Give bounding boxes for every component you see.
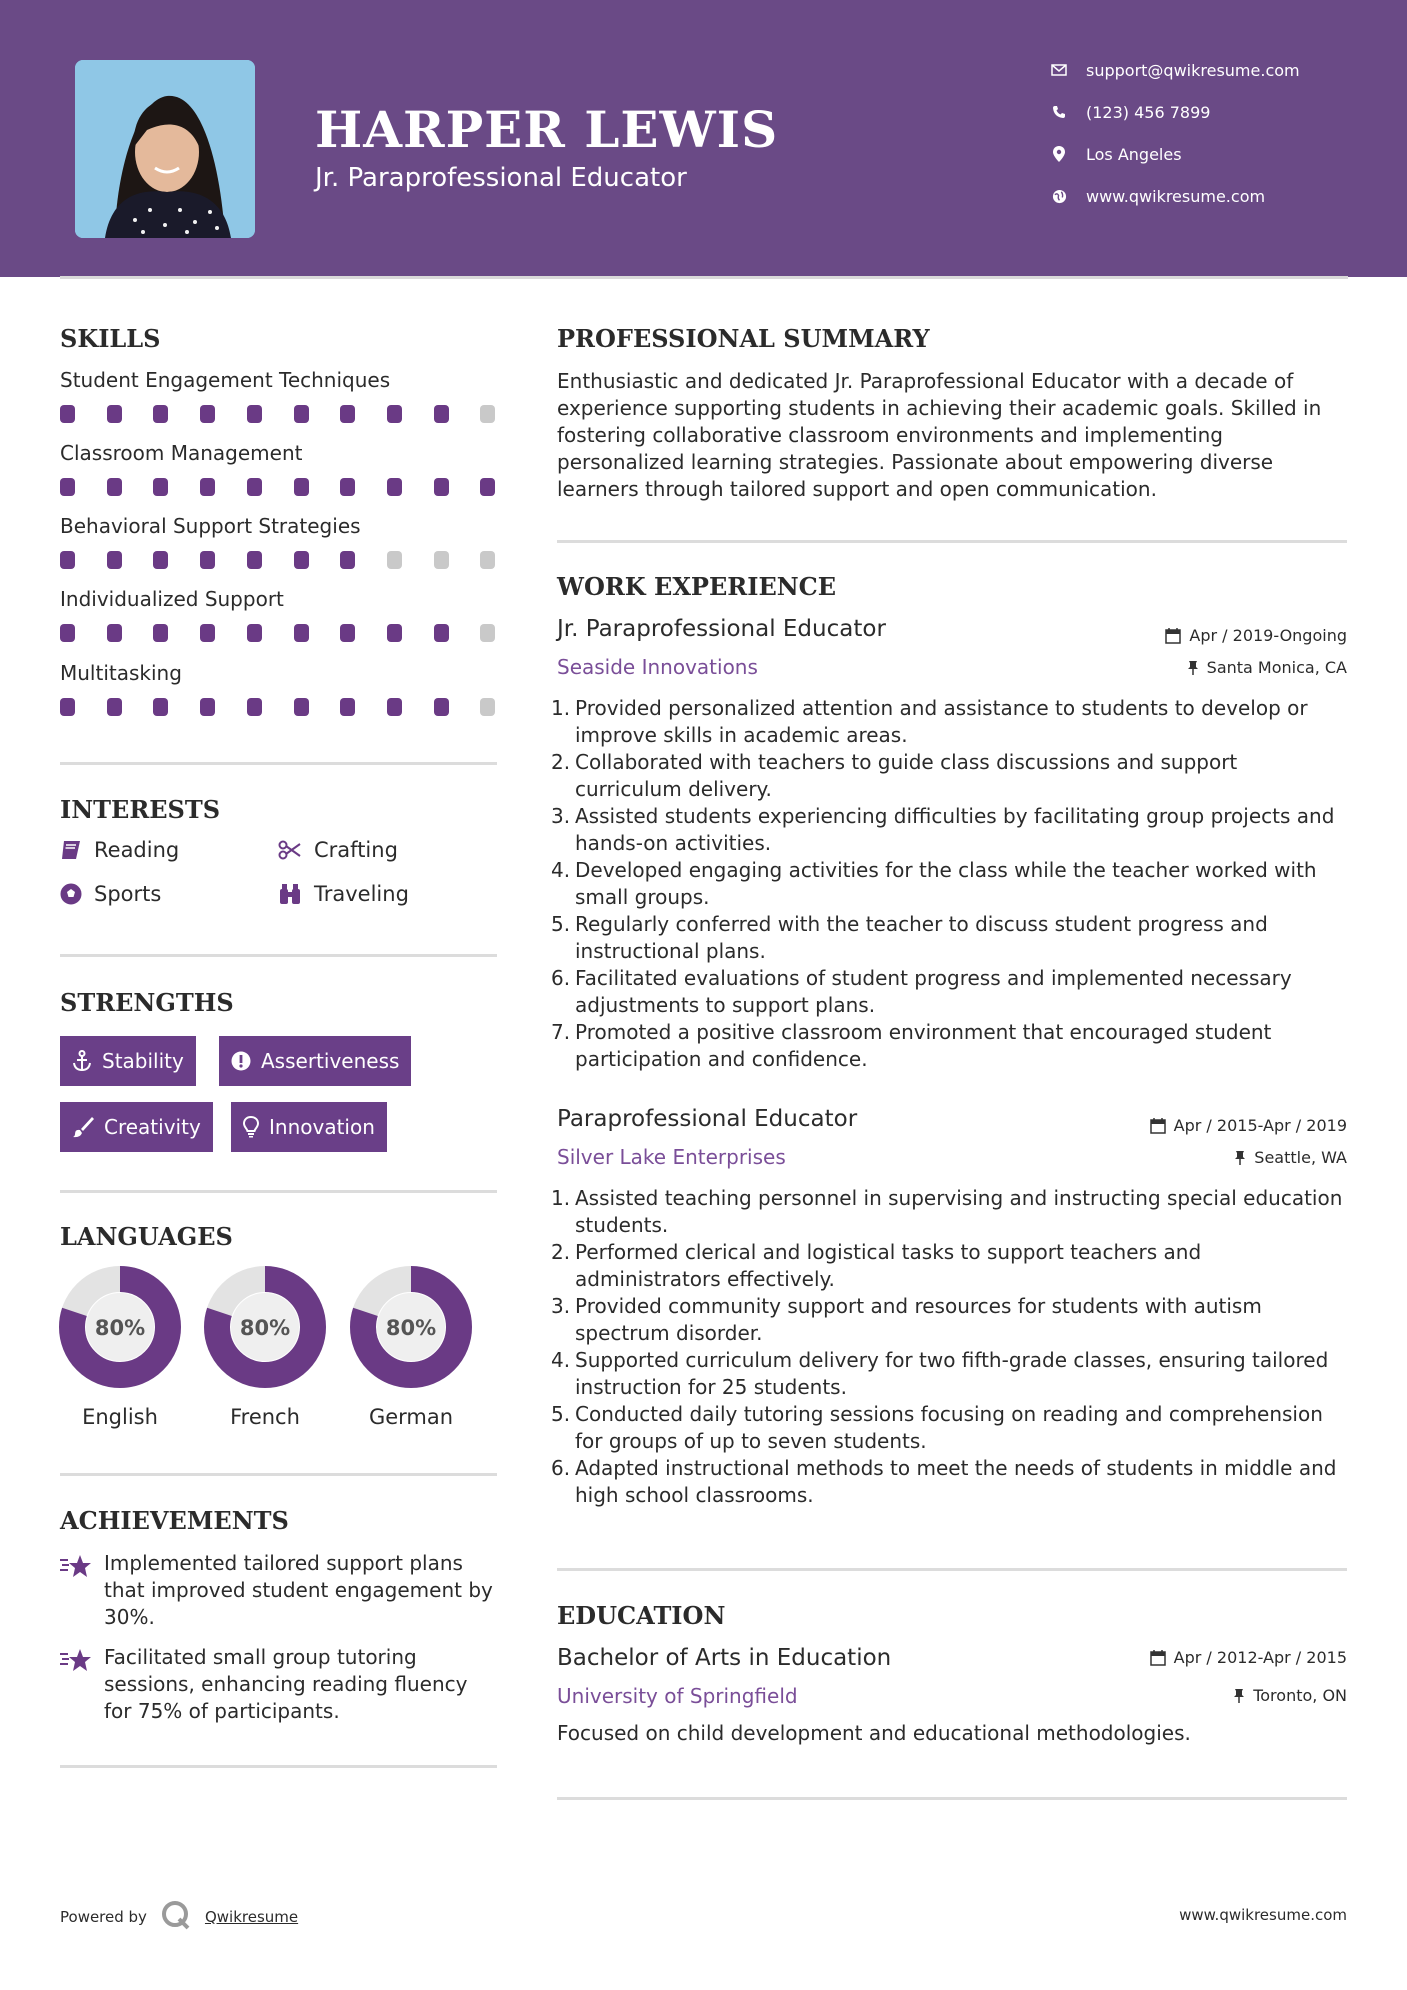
job-location: [1234, 1148, 1347, 1167]
binoculars-icon: [278, 883, 302, 905]
education-title: EDUCATION: [557, 1601, 726, 1630]
job-location-text: Seattle, WA: [1254, 1148, 1347, 1167]
list-item: 5. Regularly conferred with the teacher to discuss student progress and instructional plans.: [551, 912, 1268, 963]
powered-by-label: Powered by: [60, 1908, 147, 1926]
skill-dot-empty: [480, 405, 495, 423]
job-location-text: Santa Monica, CA: [1206, 658, 1347, 677]
skill-dot-filled: [60, 624, 75, 642]
list-item: 4. Supported curriculum delivery for two fifth-grade classes, ensuring tailored instruction for 25 students.: [551, 1348, 1329, 1399]
contact-website[interactable]: [1050, 182, 1370, 210]
section-divider: [60, 762, 497, 765]
skill-dot-empty: [434, 551, 449, 569]
skill-rating: [60, 698, 500, 716]
skill-dot-filled: [107, 698, 122, 716]
skill-dot-filled: [200, 478, 215, 496]
interest-label: Traveling: [314, 882, 409, 906]
job-dates: [1165, 626, 1347, 645]
skill-dot-filled: [107, 624, 122, 642]
achievement-text: Implemented tailored support plans that improved student engagement by 30%.: [104, 1551, 493, 1629]
qwikresume-link[interactable]: Qwikresume: [204, 1908, 299, 1926]
interest-label: Sports: [94, 882, 162, 906]
skill-dot-filled: [200, 405, 215, 423]
candidate-name: HARPER LEWIS: [315, 100, 779, 159]
strength-badge: [231, 1102, 387, 1152]
achievements-title: ACHIEVEMENTS: [60, 1506, 289, 1535]
calendar-icon: [1150, 1650, 1166, 1666]
language-ring: [203, 1265, 327, 1389]
anchor-icon: [72, 1050, 92, 1072]
skill-dot-filled: [200, 551, 215, 569]
skill-dot-filled: [294, 478, 309, 496]
section-divider: [557, 540, 1347, 543]
skill-dot-filled: [294, 698, 309, 716]
language-name: French: [230, 1405, 300, 1429]
school-name: University of Springfield: [557, 1684, 798, 1708]
contact-email[interactable]: [1050, 56, 1370, 84]
skill-dot-filled: [294, 551, 309, 569]
language-item: [349, 1265, 473, 1429]
skill-dot-filled: [153, 698, 168, 716]
languages-title: LANGUAGES: [60, 1222, 233, 1251]
strengths-title: STRENGTHS: [60, 988, 234, 1017]
company-name: Seaside Innovations: [557, 655, 758, 679]
calendar-icon: [1165, 628, 1181, 644]
interest-label: Reading: [94, 838, 180, 862]
contact-location: [1050, 140, 1370, 168]
skill-dot-filled: [107, 478, 122, 496]
lightbulb-icon: [243, 1116, 259, 1138]
company-name: Silver Lake Enterprises: [557, 1145, 786, 1169]
skill-dot-filled: [60, 405, 75, 423]
skill-dot-empty: [480, 624, 495, 642]
list-item: 2. Collaborated with teachers to guide class discussions and support curriculum delivery.: [551, 750, 1238, 801]
language-ring: [349, 1265, 473, 1389]
exclamation-circle-icon: [231, 1051, 251, 1071]
education-location: [1233, 1686, 1347, 1705]
interest-item: [60, 838, 179, 862]
job-location: [1187, 658, 1347, 677]
skill-dot-filled: [387, 405, 402, 423]
achievement-item: [60, 1550, 500, 1631]
scissors-icon: [278, 840, 302, 860]
location-pin-icon: [1050, 145, 1068, 163]
star-award-icon: [60, 1648, 92, 1674]
skill-dot-filled: [107, 551, 122, 569]
resume-header: [0, 0, 1407, 277]
profile-photo: [75, 60, 255, 238]
list-item: 2. Performed clerical and logistical tasks to support teachers and administrators effectively.: [551, 1240, 1202, 1291]
interest-item: [278, 882, 409, 906]
skill-dot-filled: [200, 698, 215, 716]
skill-dot-filled: [434, 698, 449, 716]
skills-title: SKILLS: [60, 324, 161, 353]
skill-dot-filled: [340, 698, 355, 716]
language-percent: 80%: [94, 1316, 146, 1340]
language-ring: [58, 1265, 182, 1389]
section-divider: [557, 1568, 1347, 1571]
skill-dot-filled: [340, 405, 355, 423]
job-dates: [1150, 1116, 1347, 1135]
strength-label: Innovation: [269, 1115, 375, 1139]
skill-dot-filled: [294, 405, 309, 423]
skill-rating: [60, 405, 500, 423]
list-item: 5. Conducted daily tutoring sessions focusing on reading and comprehension for groups of up to seven students.: [551, 1402, 1323, 1453]
contact-email-text: support@qwikresume.com: [1086, 60, 1300, 80]
skill-dot-filled: [60, 478, 75, 496]
globe-icon: [1050, 187, 1068, 205]
skill-dot-filled: [340, 551, 355, 569]
skill-rating: [60, 624, 500, 642]
strength-label: Assertiveness: [261, 1049, 400, 1073]
skill-dot-filled: [153, 405, 168, 423]
pushpin-icon: [1234, 1150, 1246, 1166]
skill-name: Classroom Management: [60, 441, 303, 465]
education-location-text: Toronto, ON: [1253, 1686, 1347, 1705]
language-item: [58, 1265, 182, 1429]
achievement-item: [60, 1644, 500, 1725]
skill-dot-filled: [434, 624, 449, 642]
list-item: 3. Provided community support and resources for students with autism spectrum disorder.: [551, 1294, 1262, 1345]
footer-website[interactable]: www.qwikresume.com: [1179, 1906, 1347, 1924]
language-item: [203, 1265, 327, 1429]
list-item: 6. Facilitated evaluations of student progress and implemented necessary adjustments to support plans.: [551, 966, 1292, 1017]
strength-label: Stability: [102, 1049, 184, 1073]
strength-badge: [60, 1036, 196, 1086]
language-name: German: [368, 1405, 454, 1429]
phone-icon: [1050, 103, 1068, 121]
contact-phone[interactable]: [1050, 98, 1370, 126]
work-title: WORK EXPERIENCE: [557, 572, 837, 601]
skill-dot-filled: [153, 624, 168, 642]
job-dates-text: Apr / 2015-Apr / 2019: [1173, 1116, 1347, 1135]
education-description: Focused on child development and educational methodologies.: [557, 1721, 1191, 1745]
paintbrush-icon: [72, 1116, 94, 1138]
language-name: English: [82, 1405, 158, 1429]
list-item: 4. Developed engaging activities for the class while the teacher worked with small groups.: [551, 858, 1317, 909]
skill-name: Student Engagement Techniques: [60, 368, 391, 392]
strength-badge: [60, 1102, 213, 1152]
strength-label: Creativity: [104, 1115, 201, 1139]
skill-dot-filled: [340, 624, 355, 642]
soccer-ball-icon: [60, 883, 82, 905]
summary-text: Enthusiastic and dedicated Jr. Paraprofessional Educator with a decade of experience supporting students in achieving their academic goals. Skilled in fostering collaborative classroom environments and implementing personalized learning strategies. Passionate about empowering diverse learners through tailored support and open communication.: [557, 369, 1322, 501]
summary-title: PROFESSIONAL SUMMARY: [557, 324, 930, 353]
job-responsibilities: [551, 695, 1347, 1073]
skill-dot-filled: [247, 551, 262, 569]
education-dates: [1150, 1648, 1347, 1667]
job-title: Paraprofessional Educator: [557, 1106, 858, 1132]
footer-powered-by: [60, 1900, 298, 1934]
interest-label: Crafting: [314, 838, 398, 862]
skill-dot-filled: [60, 698, 75, 716]
skill-dot-filled: [294, 624, 309, 642]
section-divider: [557, 1797, 1347, 1800]
skill-dot-filled: [247, 405, 262, 423]
pushpin-icon: [1233, 1688, 1245, 1704]
skill-name: Multitasking: [60, 661, 182, 685]
skill-dot-filled: [480, 478, 495, 496]
list-item: 1. Assisted teaching personnel in supervising and instructing special education students.: [551, 1186, 1343, 1237]
education-dates-text: Apr / 2012-Apr / 2015: [1173, 1648, 1347, 1667]
list-item: 3. Assisted students experiencing difficulties by facilitating group projects and hands-on activities.: [551, 804, 1335, 855]
skill-dot-filled: [247, 698, 262, 716]
skill-dot-empty: [480, 551, 495, 569]
skill-dot-filled: [387, 478, 402, 496]
candidate-role: Jr. Paraprofessional Educator: [315, 163, 687, 193]
list-item: 7. Promoted a positive classroom environment that encouraged student participation and confidence.: [551, 1020, 1272, 1071]
achievement-text: Facilitated small group tutoring sessions, enhancing reading fluency for 75% of participants.: [104, 1645, 468, 1723]
skill-rating: [60, 478, 500, 496]
interest-item: [278, 838, 398, 862]
skill-dot-filled: [387, 698, 402, 716]
envelope-icon: [1050, 61, 1068, 79]
language-percent: 80%: [239, 1316, 291, 1340]
skill-dot-filled: [153, 478, 168, 496]
list-item: 1. Provided personalized attention and assistance to students to develop or improve skills in academic areas.: [551, 696, 1308, 747]
calendar-icon: [1150, 1118, 1166, 1134]
skill-dot-empty: [387, 551, 402, 569]
skill-dot-filled: [434, 405, 449, 423]
language-percent: 80%: [385, 1316, 437, 1340]
skill-dot-filled: [340, 478, 355, 496]
star-award-icon: [60, 1554, 92, 1580]
section-divider: [60, 1190, 497, 1193]
skill-dot-empty: [480, 698, 495, 716]
pushpin-icon: [1187, 660, 1199, 676]
skill-dot-filled: [247, 478, 262, 496]
section-divider: [60, 1473, 497, 1476]
skill-dot-filled: [107, 405, 122, 423]
skill-dot-filled: [247, 624, 262, 642]
contact-location-text: Los Angeles: [1086, 144, 1182, 164]
qwikresume-logo-icon: [161, 1900, 191, 1934]
contact-phone-text: (123) 456 7899: [1086, 102, 1211, 122]
skill-dot-filled: [60, 551, 75, 569]
skill-name: Behavioral Support Strategies: [60, 514, 361, 538]
skill-name: Individualized Support: [60, 587, 284, 611]
skill-rating: [60, 551, 500, 569]
job-dates-text: Apr / 2019-Ongoing: [1189, 626, 1347, 645]
skill-dot-filled: [153, 551, 168, 569]
strength-badge: [219, 1036, 411, 1086]
job-responsibilities: [551, 1185, 1347, 1509]
skill-dot-filled: [434, 478, 449, 496]
degree-title: Bachelor of Arts in Education: [557, 1645, 892, 1671]
interest-item: [60, 882, 161, 906]
book-icon: [60, 840, 82, 860]
skill-dot-filled: [200, 624, 215, 642]
contact-website-text: www.qwikresume.com: [1086, 186, 1266, 206]
interests-title: INTERESTS: [60, 795, 221, 824]
section-divider: [60, 1765, 497, 1768]
job-title: Jr. Paraprofessional Educator: [557, 616, 886, 642]
section-divider: [60, 954, 497, 957]
header-divider: [60, 276, 1348, 279]
list-item: 6. Adapted instructional methods to meet the needs of students in middle and high school classrooms.: [551, 1456, 1337, 1507]
skill-dot-filled: [387, 624, 402, 642]
